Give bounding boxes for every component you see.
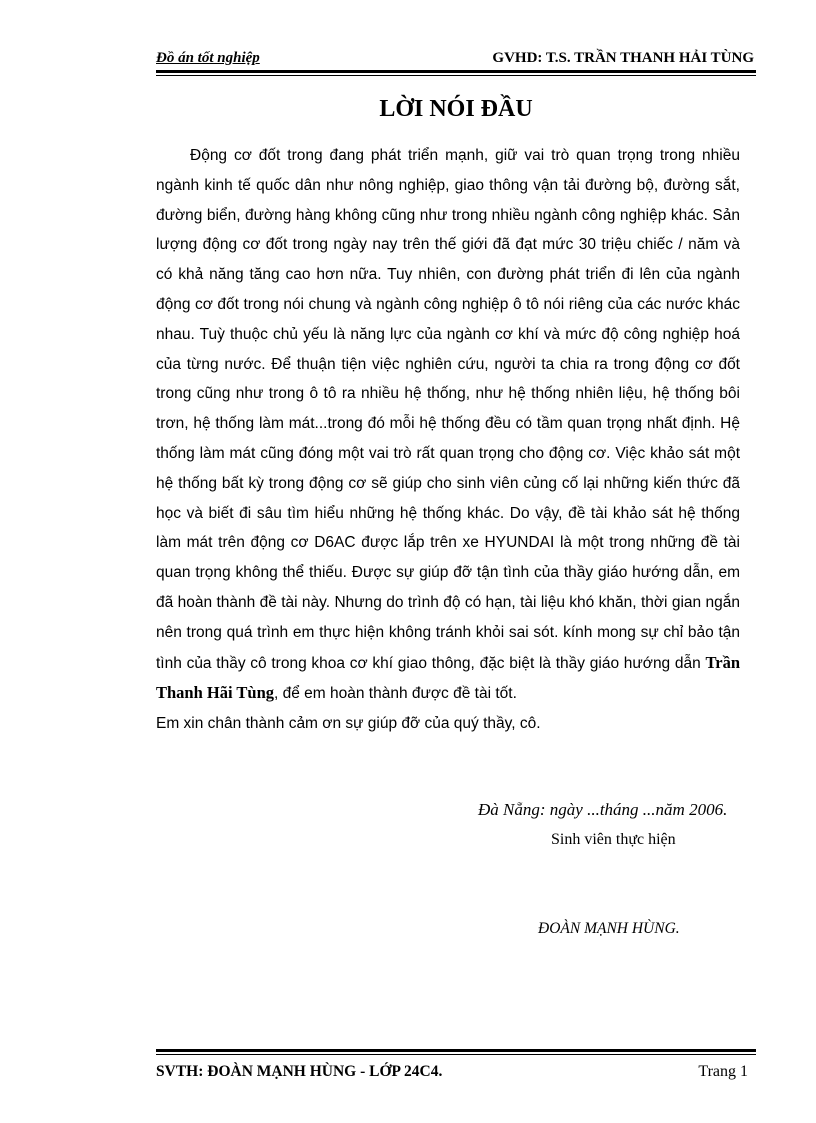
footer-student: SVTH: ĐOÀN MẠNH HÙNG - LỚP 24C4. — [156, 1063, 443, 1080]
paragraph-intro — [156, 141, 740, 709]
header-divider-thin — [156, 75, 756, 76]
header-divider-thick — [156, 70, 756, 73]
header-advisor: GVHD: T.S. TRẦN THANH HẢI TÙNG — [492, 50, 754, 66]
page-title: LỜI NÓI ĐẦU — [379, 96, 533, 122]
body-text — [156, 141, 740, 739]
advisor-name-bold: Trần Thanh Hãi Tùng — [156, 652, 740, 703]
signature-role: Sinh viên thực hiện — [551, 831, 676, 848]
footer-divider-thick — [156, 1049, 756, 1052]
paragraph-thanks: Em xin chân thành cảm ơn sự giúp đỡ của quý thầy, cô. — [156, 715, 541, 733]
signature-date: Đà Nẵng: ngày ...tháng ...năm 2006. — [478, 800, 728, 819]
paragraph-intro-ending: , để em hoàn thành được đề tài tốt. — [274, 685, 517, 703]
page-header — [156, 48, 756, 70]
paragraph-intro-text: Động cơ đốt trong đang phát triển mạnh, giữ vai trò quan trọng trong nhiều ngành kinh tế quốc dân như nông nghiệp, giao thông vận tải đường bộ, đường sắt, đường biển, đường hàng không cũng như trong nhiều ngành công nghiệp khác. Sản lượng động cơ đốt trong ngày nay trên thế giới đã đạt mức 30 triệu chiếc / năm và có khả năng tăng cao hơn nữa. Tuy nhiên, con đường phát triển đi lên của ngành động cơ đốt trong nói chung và ngành công nghiệp ô tô nói riêng của các nước khác nhau. Tuỳ thuộc chủ yếu là năng lực của ngành cơ khí và mức độ công nghiệp hoá của từng nước. Để thuận tiện việc nghiên cứu, người ta chia ra trong động cơ đốt trong cũng như trong ô tô ra nhiều hệ thống, như hệ thống nhiên liệu, hệ thống bôi trơn, hệ thống làm mát...trong đó mỗi hệ thống đều có tầm quan trọng nhất định. Hệ thống làm mát cũng đóng một vai trò rất quan trọng cho động cơ. Việc khảo sát một hệ thống bất kỳ trong động cơ sẽ giúp cho sinh viên củng cố lại những kiến thức đã học và biết đi sâu tìm hiểu những hệ thống khác. Do vậy, đề tài khảo sát hệ thống làm mát trên động cơ D6AC được lắp trên xe HYUNDAI là một trong những đề tài quan trọng không thể thiếu. Được sự giúp đỡ tận tình của thầy giáo hướng dẫn, em đã hoàn thành đề tài này. Nhưng do trình độ có hạn, tài liệu khó khăn, thời gian ngắn nên trong quá trình em thực hiện không tránh khỏi sai sót. kính mong sự chỉ bảo tận tình của thầy cô trong khoa cơ khí giao thông, đặc biệt là thầy giáo hướng dẫn — [156, 147, 740, 672]
signature-name: ĐOÀN MẠNH HÙNG. — [538, 920, 680, 937]
footer-divider-thin — [156, 1054, 756, 1055]
header-document-type: Đồ án tốt nghiệp — [156, 50, 260, 66]
footer-page-number: Trang 1 — [698, 1063, 748, 1080]
